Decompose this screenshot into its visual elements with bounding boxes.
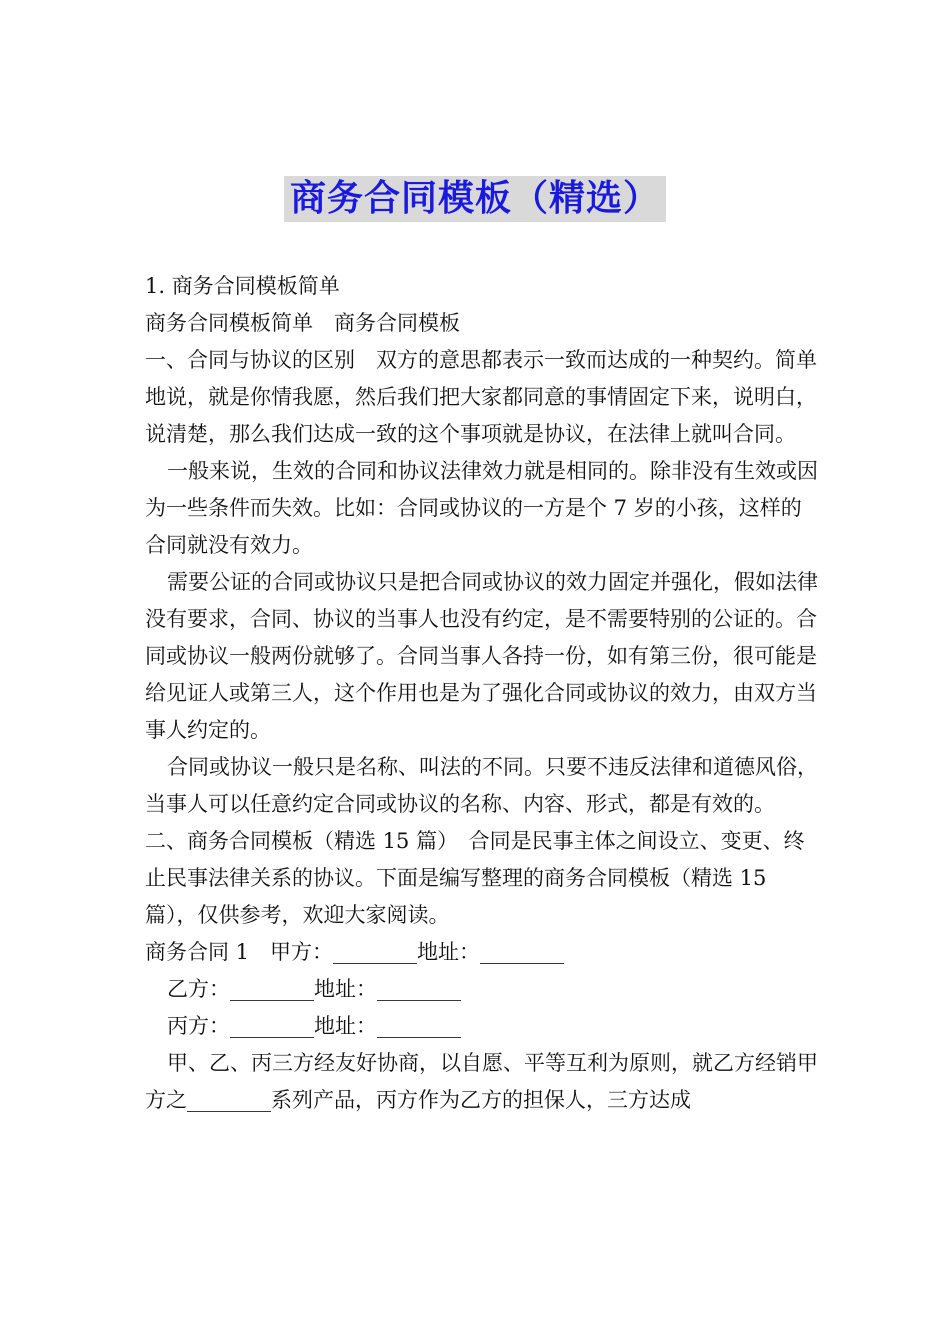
paragraph: 一般来说，生效的合同和协议法律效力就是相同的。除非没有生效或因为一些条件而失效。比如：合同或协议的一方是个 7 岁的小孩，这样的合同就没有效力。 xyxy=(145,459,818,557)
contract-party-line: 商务合同 1 甲方：________地址：________ xyxy=(145,940,565,964)
section-heading: 1. 商务合同模板简单 xyxy=(145,274,340,298)
paragraph: 一、合同与协议的区别 双方的意思都表示一致而达成的一种契约。简单地说，就是你情我愿，然后我们把大家都同意的事情固定下来，说明白，说清楚，那么我们达成一致的这个事项就是协议，在法律上就叫合同。 xyxy=(145,348,817,446)
document-title: 商务合同模板（精选） xyxy=(284,176,666,222)
paragraph: 需要公证的合同或协议只是把合同或协议的效力固定并强化，假如法律没有要求，合同、协议的当事人也没有约定，是不需要特别的公证的。合同或协议一般两份就够了。合同当事人各持一份，如有第三份，很可能是给见证人或第三人，这个作用也是为了强化合同或协议的效力，由双方当事人约定的。 xyxy=(145,570,818,742)
contract-party-line: 丙方：________地址：________ xyxy=(167,1014,461,1038)
paragraph: 商务合同模板简单 商务合同模板 xyxy=(145,311,460,335)
document-body xyxy=(145,268,820,1119)
paragraph: 合同或协议一般只是名称、叫法的不同。只要不违反法律和道德风俗，当事人可以任意约定合同或协议的名称、内容、形式，都是有效的。 xyxy=(145,755,818,816)
contract-party-line: 乙方：________地址：________ xyxy=(167,977,461,1001)
title-container xyxy=(0,176,950,222)
paragraph: 二、商务合同模板（精选 15 篇） 合同是民事主体之间设立、变更、终止民事法律关系的协议。下面是编写整理的商务合同模板（精选 15 篇），仅供参考，欢迎大家阅读。 xyxy=(145,829,805,927)
paragraph: 甲、乙、丙三方经友好协商，以自愿、平等互利为原则，就乙方经销甲方之________系列产品，丙方作为乙方的担保人，三方达成 xyxy=(145,1051,818,1112)
